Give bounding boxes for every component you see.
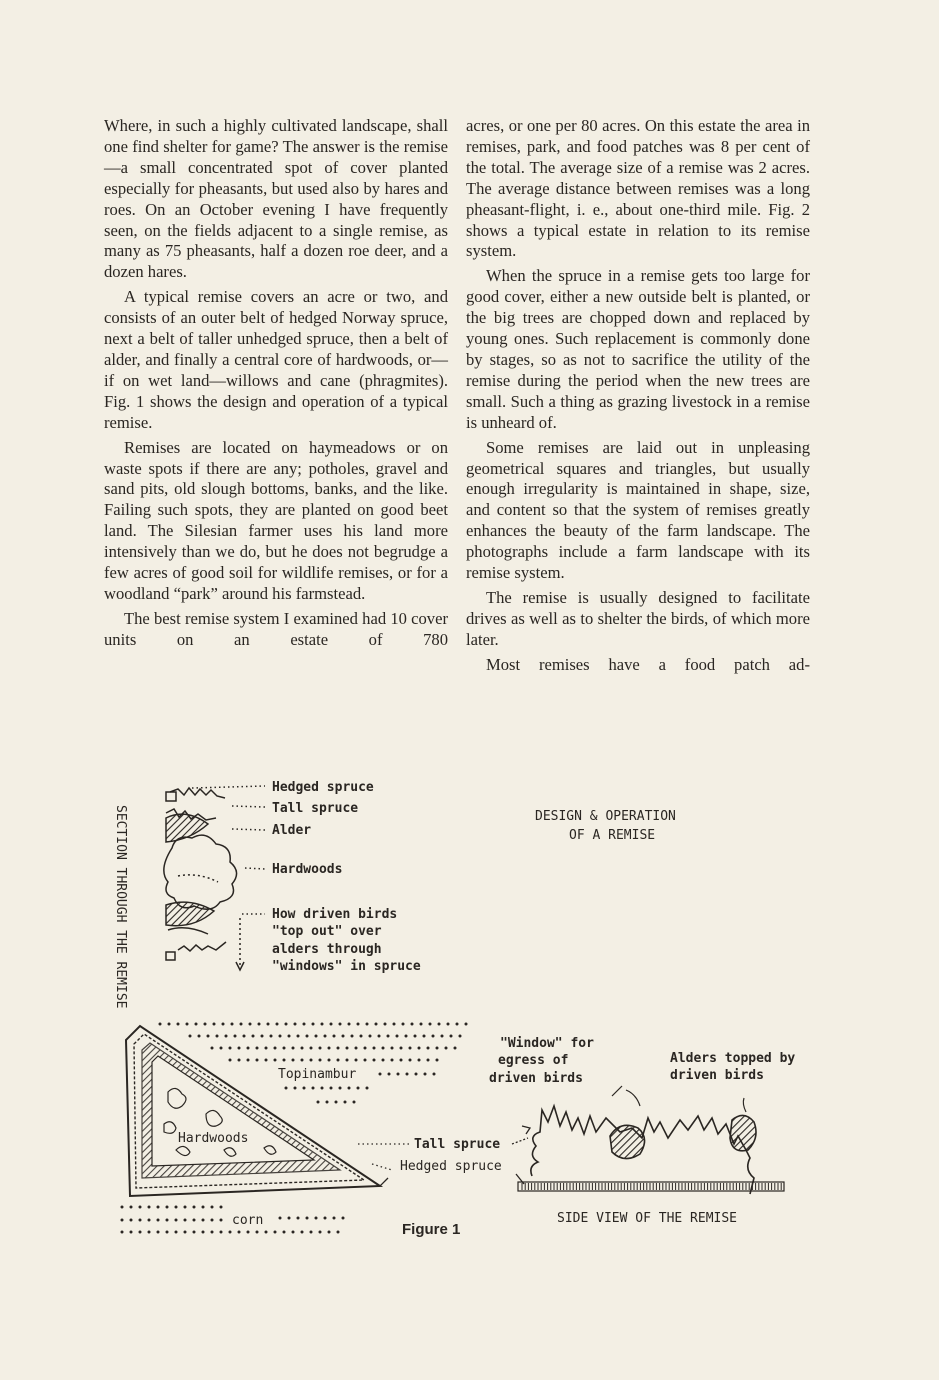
field-dot bbox=[202, 1231, 205, 1234]
field-dot bbox=[292, 1047, 295, 1050]
field-dot bbox=[450, 1035, 453, 1038]
plan-hedged-spruce-label: Hedged spruce bbox=[400, 1159, 502, 1174]
field-dot bbox=[249, 1023, 252, 1026]
field-dot bbox=[166, 1231, 169, 1234]
field-dot bbox=[415, 1073, 418, 1076]
section-diagram bbox=[164, 786, 265, 970]
field-dot bbox=[175, 1206, 178, 1209]
field-dot bbox=[411, 1023, 414, 1026]
field-dot bbox=[186, 1023, 189, 1026]
field-dot bbox=[225, 1035, 228, 1038]
field-dot bbox=[231, 1023, 234, 1026]
field-dot bbox=[202, 1219, 205, 1222]
corn-label: corn bbox=[232, 1213, 264, 1228]
field-dot bbox=[378, 1035, 381, 1038]
field-dot bbox=[247, 1047, 250, 1050]
field-dot bbox=[279, 1035, 282, 1038]
field-dot bbox=[220, 1231, 223, 1234]
paragraph: Some remises are laid out in unpleasing geometrical squares and triangles, but usually enough irregularity is maintained in shape, size, and content so that the system of remises greatly enhances the beauty of the farm landscape. The photographs include a farm landscape with its remise system. bbox=[466, 437, 810, 583]
field-dot bbox=[301, 1231, 304, 1234]
field-dot bbox=[229, 1047, 232, 1050]
field-dot bbox=[433, 1073, 436, 1076]
field-dot bbox=[319, 1059, 322, 1062]
field-dot bbox=[306, 1035, 309, 1038]
field-dot bbox=[265, 1231, 268, 1234]
field-dot bbox=[139, 1219, 142, 1222]
field-dot bbox=[326, 1101, 329, 1104]
field-dot bbox=[211, 1219, 214, 1222]
field-dot bbox=[258, 1023, 261, 1026]
field-dot bbox=[220, 1219, 223, 1222]
field-dot bbox=[335, 1101, 338, 1104]
field-dot bbox=[397, 1073, 400, 1076]
field-dot bbox=[292, 1231, 295, 1234]
field-dot bbox=[333, 1035, 336, 1038]
window-label-1: "Window" for bbox=[500, 1036, 594, 1051]
field-dot bbox=[423, 1035, 426, 1038]
field-dot bbox=[265, 1059, 268, 1062]
field-dot bbox=[198, 1035, 201, 1038]
field-dot bbox=[330, 1087, 333, 1090]
field-dot bbox=[409, 1059, 412, 1062]
field-dot bbox=[121, 1231, 124, 1234]
field-dot bbox=[184, 1231, 187, 1234]
field-dot bbox=[238, 1047, 241, 1050]
field-dot bbox=[261, 1035, 264, 1038]
field-dot bbox=[348, 1023, 351, 1026]
field-dot bbox=[387, 1035, 390, 1038]
hardwoods-label: Hardwoods bbox=[272, 862, 343, 877]
field-dot bbox=[420, 1023, 423, 1026]
section-title: SECTION THROUGH THE REMISE bbox=[113, 805, 128, 1009]
field-dot bbox=[285, 1023, 288, 1026]
driven-birds-label-3: alders through bbox=[272, 942, 382, 957]
field-dot bbox=[270, 1035, 273, 1038]
field-dot bbox=[243, 1035, 246, 1038]
field-dot bbox=[130, 1231, 133, 1234]
field-dot bbox=[324, 1217, 327, 1220]
field-dot bbox=[346, 1059, 349, 1062]
alder-tree bbox=[730, 1115, 756, 1150]
field-dot bbox=[391, 1047, 394, 1050]
field-dot bbox=[184, 1206, 187, 1209]
field-dot bbox=[297, 1217, 300, 1220]
field-dot bbox=[256, 1059, 259, 1062]
field-dot bbox=[292, 1059, 295, 1062]
field-dot bbox=[157, 1231, 160, 1234]
design-title: DESIGN & OPERATION bbox=[535, 809, 676, 824]
field-dot bbox=[366, 1087, 369, 1090]
field-dot bbox=[247, 1059, 250, 1062]
field-dot bbox=[339, 1023, 342, 1026]
side-view-title: SIDE VIEW OF THE REMISE bbox=[557, 1211, 738, 1226]
field-dot bbox=[454, 1047, 457, 1050]
field-dot bbox=[406, 1073, 409, 1076]
alder-label: Alder bbox=[272, 823, 312, 838]
field-dot bbox=[166, 1219, 169, 1222]
field-dot bbox=[274, 1231, 277, 1234]
field-dot bbox=[211, 1047, 214, 1050]
field-dot bbox=[211, 1206, 214, 1209]
field-dot bbox=[459, 1035, 462, 1038]
field-dot bbox=[369, 1035, 372, 1038]
field-dot bbox=[424, 1073, 427, 1076]
field-dot bbox=[303, 1087, 306, 1090]
field-dot bbox=[288, 1217, 291, 1220]
window-label-2: egress of bbox=[498, 1053, 569, 1068]
field-dot bbox=[283, 1231, 286, 1234]
paragraph: Most remises have a food patch ad- bbox=[486, 654, 810, 674]
paragraph: Where, in such a highly cultivated landscape, shall one find shelter for game? The answer is the remise—a small concentrated spot of cover planted especially for pheasants, but used also by hares and roes. On an October evening I have frequently seen, on the fields adjacent to a single remise, as many as 75 pheasants, half a dozen roe deer, and a dozen hares. bbox=[104, 116, 448, 282]
field-dot bbox=[285, 1087, 288, 1090]
alder-lower-shape bbox=[166, 902, 214, 926]
field-dot bbox=[324, 1035, 327, 1038]
alders-label-2: driven birds bbox=[670, 1068, 764, 1083]
field-dot bbox=[166, 1206, 169, 1209]
field-dot bbox=[364, 1047, 367, 1050]
field-dot bbox=[283, 1047, 286, 1050]
paragraph: The remise is usually designed to facilitate drives as well as to shelter the birds, of which more later. bbox=[466, 587, 810, 649]
field-dot bbox=[357, 1023, 360, 1026]
field-dot bbox=[344, 1101, 347, 1104]
field-dot bbox=[315, 1035, 318, 1038]
hardwoods-shape bbox=[164, 835, 237, 909]
field-dot bbox=[388, 1073, 391, 1076]
driven-birds-label-2: "top out" over bbox=[272, 924, 382, 939]
field-dot bbox=[148, 1219, 151, 1222]
driven-birds-label-4: "windows" in spruce bbox=[272, 959, 421, 974]
field-dot bbox=[220, 1047, 223, 1050]
field-dot bbox=[382, 1047, 385, 1050]
field-dot bbox=[157, 1206, 160, 1209]
field-dot bbox=[321, 1023, 324, 1026]
field-dot bbox=[238, 1059, 241, 1062]
field-dot bbox=[436, 1047, 439, 1050]
field-dot bbox=[400, 1059, 403, 1062]
field-dot bbox=[139, 1231, 142, 1234]
field-dot bbox=[283, 1059, 286, 1062]
figure-caption: Figure 1 bbox=[402, 1221, 461, 1238]
field-dot bbox=[175, 1231, 178, 1234]
plan-tall-spruce-label: Tall spruce bbox=[414, 1137, 501, 1152]
field-dot bbox=[310, 1059, 313, 1062]
field-dot bbox=[348, 1087, 351, 1090]
field-dot bbox=[252, 1035, 255, 1038]
plan-hardwoods-label: Hardwoods bbox=[178, 1131, 249, 1146]
field-dot bbox=[346, 1047, 349, 1050]
field-dot bbox=[189, 1035, 192, 1038]
field-dot bbox=[148, 1206, 151, 1209]
field-dot bbox=[396, 1035, 399, 1038]
field-dot bbox=[222, 1023, 225, 1026]
field-dot bbox=[240, 1023, 243, 1026]
field-dot bbox=[315, 1217, 318, 1220]
field-dot bbox=[393, 1023, 396, 1026]
field-dot bbox=[130, 1219, 133, 1222]
field-dot bbox=[375, 1023, 378, 1026]
field-dot bbox=[328, 1047, 331, 1050]
field-dot bbox=[427, 1059, 430, 1062]
field-dot bbox=[159, 1023, 162, 1026]
field-dot bbox=[274, 1059, 277, 1062]
field-dot bbox=[130, 1206, 133, 1209]
field-dot bbox=[256, 1231, 259, 1234]
field-dot bbox=[175, 1219, 178, 1222]
field-dot bbox=[294, 1087, 297, 1090]
field-dot bbox=[317, 1101, 320, 1104]
topinambur-label: Topinambur bbox=[278, 1067, 357, 1082]
field-dot bbox=[301, 1059, 304, 1062]
field-dot bbox=[456, 1023, 459, 1026]
field-dot bbox=[321, 1087, 324, 1090]
field-dot bbox=[274, 1047, 277, 1050]
field-dot bbox=[379, 1073, 382, 1076]
field-dot bbox=[256, 1047, 259, 1050]
field-dot bbox=[288, 1035, 291, 1038]
field-dot bbox=[211, 1231, 214, 1234]
field-dot bbox=[342, 1217, 345, 1220]
field-dot bbox=[306, 1217, 309, 1220]
field-dot bbox=[229, 1059, 232, 1062]
field-dot bbox=[139, 1206, 142, 1209]
paragraph: A typical remise covers an acre or two, and consists of an outer belt of hedged Norway spruce, next a belt of taller unhedged spruce, then a belt of alder, and finally a central core of hardwoods, or—if on wet land—willows and cane (phragmites). Fig. 1 shows the design and operation of a typical remise. bbox=[104, 287, 448, 432]
field-dot bbox=[391, 1059, 394, 1062]
field-dot bbox=[373, 1059, 376, 1062]
field-dot bbox=[247, 1231, 250, 1234]
field-dot bbox=[337, 1231, 340, 1234]
field-dot bbox=[238, 1231, 241, 1234]
field-dot bbox=[195, 1023, 198, 1026]
field-dot bbox=[202, 1206, 205, 1209]
hedged-spruce-top bbox=[170, 788, 225, 798]
paragraph: The best remise system I examined had 10 cover units on an estate of 780 bbox=[104, 608, 448, 649]
field-dot bbox=[445, 1047, 448, 1050]
field-dot bbox=[373, 1047, 376, 1050]
field-dot bbox=[229, 1231, 232, 1234]
design-subtitle: OF A REMISE bbox=[569, 828, 656, 843]
field-dot bbox=[402, 1023, 405, 1026]
field-dot bbox=[121, 1219, 124, 1222]
field-dot bbox=[303, 1023, 306, 1026]
field-dot bbox=[355, 1047, 358, 1050]
field-dot bbox=[333, 1217, 336, 1220]
field-dot bbox=[312, 1087, 315, 1090]
ground-fence bbox=[522, 1183, 781, 1190]
field-dot bbox=[168, 1023, 171, 1026]
field-dot bbox=[301, 1047, 304, 1050]
field-dot bbox=[184, 1219, 187, 1222]
field-dot bbox=[193, 1219, 196, 1222]
field-dot bbox=[193, 1206, 196, 1209]
field-dot bbox=[319, 1047, 322, 1050]
field-dot bbox=[339, 1087, 342, 1090]
field-dot bbox=[418, 1047, 421, 1050]
field-dot bbox=[220, 1206, 223, 1209]
field-dot bbox=[427, 1047, 430, 1050]
field-dot bbox=[319, 1231, 322, 1234]
field-dot bbox=[297, 1035, 300, 1038]
field-dot bbox=[342, 1035, 345, 1038]
field-dot bbox=[193, 1231, 196, 1234]
field-dot bbox=[267, 1023, 270, 1026]
field-dot bbox=[177, 1023, 180, 1026]
field-dot bbox=[312, 1023, 315, 1026]
field-dot bbox=[353, 1101, 356, 1104]
field-dot bbox=[465, 1023, 468, 1026]
field-dot bbox=[148, 1231, 151, 1234]
field-dot bbox=[405, 1035, 408, 1038]
field-dot bbox=[337, 1059, 340, 1062]
field-dot bbox=[400, 1047, 403, 1050]
field-dot bbox=[310, 1047, 313, 1050]
field-dot bbox=[204, 1023, 207, 1026]
paragraph: Remises are located on haymeadows or on waste spots if there are any; potholes, gravel and sand pits, old slough bottoms, banks, and the like. Failing such spots, they are planted on good beet land. The Silesian farmer uses his land more intensively than we do, but he does not begrudge a few acres of good soil for wildlife remises, or for a woodland “park” around his farmstead. bbox=[104, 437, 448, 603]
field-dot bbox=[409, 1047, 412, 1050]
field-dot bbox=[328, 1059, 331, 1062]
field-dot bbox=[441, 1035, 444, 1038]
alder-tree bbox=[610, 1125, 645, 1158]
field-dot bbox=[429, 1023, 432, 1026]
field-dot bbox=[213, 1023, 216, 1026]
side-view-diagram bbox=[518, 1086, 784, 1194]
field-dot bbox=[330, 1023, 333, 1026]
field-dot bbox=[337, 1047, 340, 1050]
field-dot bbox=[418, 1059, 421, 1062]
field-dot bbox=[366, 1023, 369, 1026]
hedged-spruce-label: Hedged spruce bbox=[272, 780, 374, 795]
field-dot bbox=[351, 1035, 354, 1038]
field-dot bbox=[328, 1231, 331, 1234]
field-dot bbox=[355, 1059, 358, 1062]
field-dot bbox=[216, 1035, 219, 1038]
field-dot bbox=[121, 1206, 124, 1209]
field-dot bbox=[276, 1023, 279, 1026]
field-dot bbox=[447, 1023, 450, 1026]
field-dot bbox=[384, 1023, 387, 1026]
field-dot bbox=[265, 1047, 268, 1050]
paragraph: When the spruce in a remise gets too large for good cover, either a new outside belt is planted, or the big trees are chopped down and replaced by young ones. Such replacement is commonly done by stages, so as not to sacrifice the utility of the remise during the period when the new trees are small. Such a thing as grazing livestock in a remise is unheard of. bbox=[466, 266, 810, 432]
field-dot bbox=[294, 1023, 297, 1026]
field-dot bbox=[207, 1035, 210, 1038]
field-dot bbox=[364, 1059, 367, 1062]
paragraph: acres, or one per 80 acres. On this estate the area in remises, park, and food patches was 8 per cent of the total. The average size of a remise was 2 acres. The average distance between remises was a long pheasant-flight, i. e., about one-third mile. Fig. 2 shows a typical estate in relation to its remise system. bbox=[466, 116, 810, 261]
field-dot bbox=[438, 1023, 441, 1026]
field-dot bbox=[382, 1059, 385, 1062]
field-dot bbox=[436, 1059, 439, 1062]
field-dot bbox=[234, 1035, 237, 1038]
field-dot bbox=[157, 1219, 160, 1222]
window-label-3: driven birds bbox=[489, 1071, 583, 1086]
field-dot bbox=[432, 1035, 435, 1038]
field-dot bbox=[360, 1035, 363, 1038]
tall-spruce-label: Tall spruce bbox=[272, 801, 359, 816]
field-dot bbox=[414, 1035, 417, 1038]
field-dot bbox=[279, 1217, 282, 1220]
field-dot bbox=[310, 1231, 313, 1234]
alders-label-1: Alders topped by bbox=[670, 1051, 796, 1066]
driven-birds-label-1: How driven birds bbox=[272, 907, 398, 922]
field-dot bbox=[357, 1087, 360, 1090]
